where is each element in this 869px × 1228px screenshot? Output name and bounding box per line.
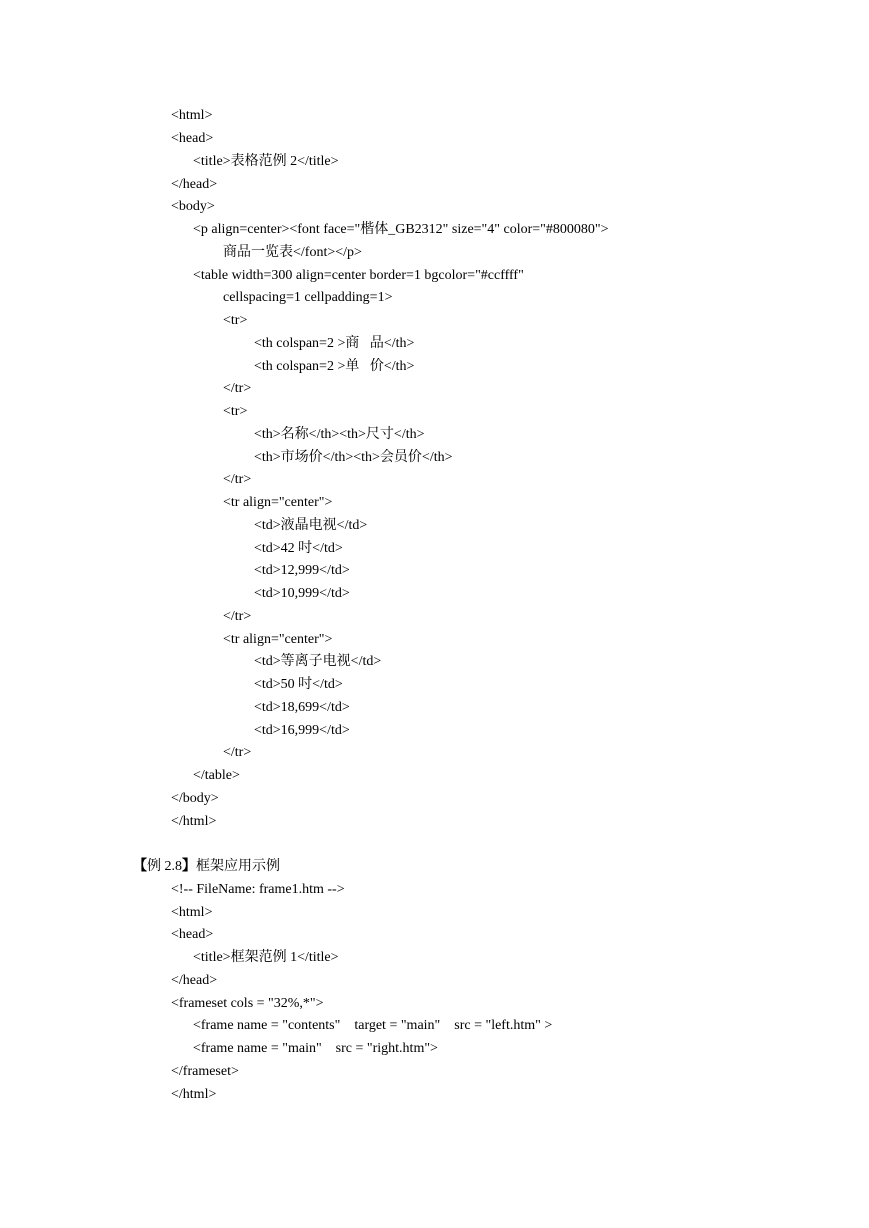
code-line: <td>10,999</td> [254,586,350,601]
code-line: <html> [171,905,213,920]
code-line: <td>42 吋</td> [254,541,343,556]
code-line: <html> [171,108,213,123]
code-line: </html> [171,814,217,829]
code-line: </tr> [223,472,252,487]
code-line: </tr> [223,609,252,624]
code-line: <body> [171,199,215,214]
code-line: </body> [171,791,219,806]
code-line: <td>50 吋</td> [254,677,343,692]
code-line: <table width=300 align=center border=1 bgcolor="#ccffff" [193,268,524,283]
code-line: cellspacing=1 cellpadding=1> [223,290,393,305]
code-line: <td>12,999</td> [254,563,350,578]
code-line: <head> [171,927,214,942]
code-line: <td>18,699</td> [254,700,350,715]
code-line: <tr> [223,313,248,328]
heading-bracket-open: 【 [133,859,147,874]
code-line: </tr> [223,381,252,396]
code-line: <tr align="center"> [223,495,333,510]
code-line: <title>表格范例 2</title> [193,154,339,169]
heading-bracket-close: 】 [182,859,196,874]
code-line: </html> [171,1087,217,1102]
code-line: </frameset> [171,1064,239,1079]
code-line: <th>市场价</th><th>会员价</th> [254,450,453,465]
code-line: 商品一览表</font></p> [223,245,362,260]
code-line: <p align=center><font face="楷体_GB2312" size="4" color="#800080"> [193,222,609,237]
code-line: <th>名称</th><th>尺寸</th> [254,427,425,442]
code-line: </table> [193,768,240,783]
code-line: <frame name = "main" src = "right.htm"> [193,1041,438,1056]
code-line: <tr> [223,404,248,419]
code-line: <th colspan=2 >商 品</th> [254,336,415,351]
example-heading [133,859,280,875]
code-line: <td>等离子电视</td> [254,654,382,669]
code-line: <tr align="center"> [223,632,333,647]
code-line: <th colspan=2 >单 价</th> [254,359,415,374]
code-line: </tr> [223,745,252,760]
heading-title: 框架应用示例 [196,859,280,874]
code-line: <td>16,999</td> [254,723,350,738]
code-line: <frameset cols = "32%,*"> [171,996,324,1011]
code-line: <title>框架范例 1</title> [193,950,339,965]
code-line: </head> [171,973,218,988]
code-line: <head> [171,131,214,146]
code-line: </head> [171,177,218,192]
heading-example-number: 例 2.8 [147,859,182,874]
code-line: <td>液晶电视</td> [254,518,368,533]
code-line: <frame name = "contents" target = "main" src = "left.htm" > [193,1018,553,1033]
code-line: <!-- FileName: frame1.htm --> [171,882,345,897]
